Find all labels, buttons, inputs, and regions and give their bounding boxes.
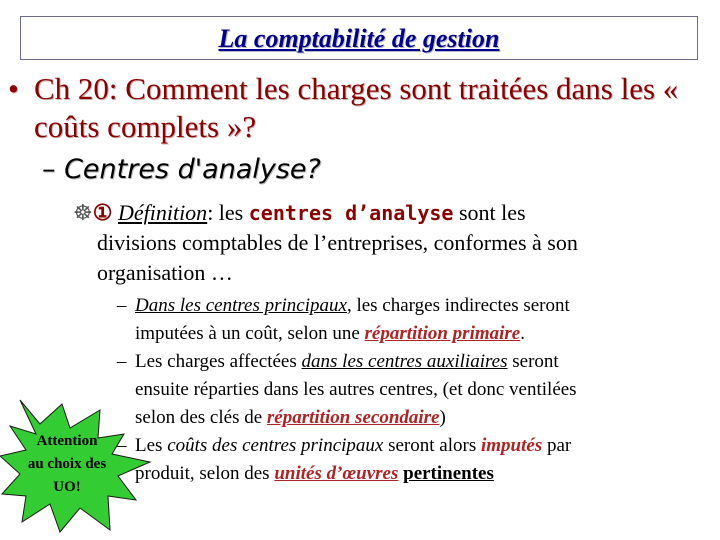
item2-f: répartition secondaire [266,407,440,428]
definition-term: centres d’analyse [248,201,454,225]
wheel-icon: ☸ [73,200,93,225]
burst-line1: Attention [36,433,98,449]
item1-d: répartition primaire [364,323,521,344]
dash: – [117,295,127,316]
item3-c: seront alors [383,435,481,456]
list-item [117,348,715,432]
item1-c: imputées à un coût, selon une [135,323,365,344]
burst-text [8,430,126,499]
title-box [20,16,698,60]
burst-line3: UO! [53,479,81,495]
item2-e: selon des clés de [135,407,267,428]
dash: – [117,435,127,456]
circled-one-icon: ① [92,200,113,225]
definition-colon: : les [207,200,249,225]
item3-i: pertinentes [403,463,494,484]
item1-b: , les charges indirectes seront [346,295,570,316]
definition-block [73,198,713,288]
item2-c: seront [507,351,559,372]
item1-e: . [520,323,525,344]
list-item [117,432,715,488]
item1-a: Dans les centres principaux [135,295,347,316]
item3-e: par [542,435,572,456]
item2-g: ) [439,407,446,428]
dash: – [117,351,127,372]
definition-line3: organisation … [97,260,233,285]
item3-b: coûts des centres principaux [167,435,384,456]
item3-a: Les [135,435,168,456]
definition-rest: sont les [453,200,526,225]
definition-line2: divisions comptables de l’entreprises, conformes à son [97,230,578,255]
item2-d: ensuite réparties dans les autres centres, (et donc ventilées [135,379,577,400]
heading-bullet: • [8,71,19,106]
burst-line2: au choix des [27,456,107,472]
item2-b: dans les centres auxiliaires [301,351,508,372]
item3-g: unités d’œuvres [274,463,399,484]
heading-text: Ch 20: Comment les charges sont traitées dans les « coûts complets »? [34,71,679,144]
subheading: – Centres d'analyse? [42,154,321,185]
slide-title: La comptabilité de gestion [218,24,500,53]
item3-d: imputés [480,435,543,456]
item3-f: produit, selon des [135,463,275,484]
list-item [117,292,715,348]
items-list [117,292,715,488]
item2-a: Les charges affectées [135,351,302,372]
definition-label: Définition [117,200,208,225]
